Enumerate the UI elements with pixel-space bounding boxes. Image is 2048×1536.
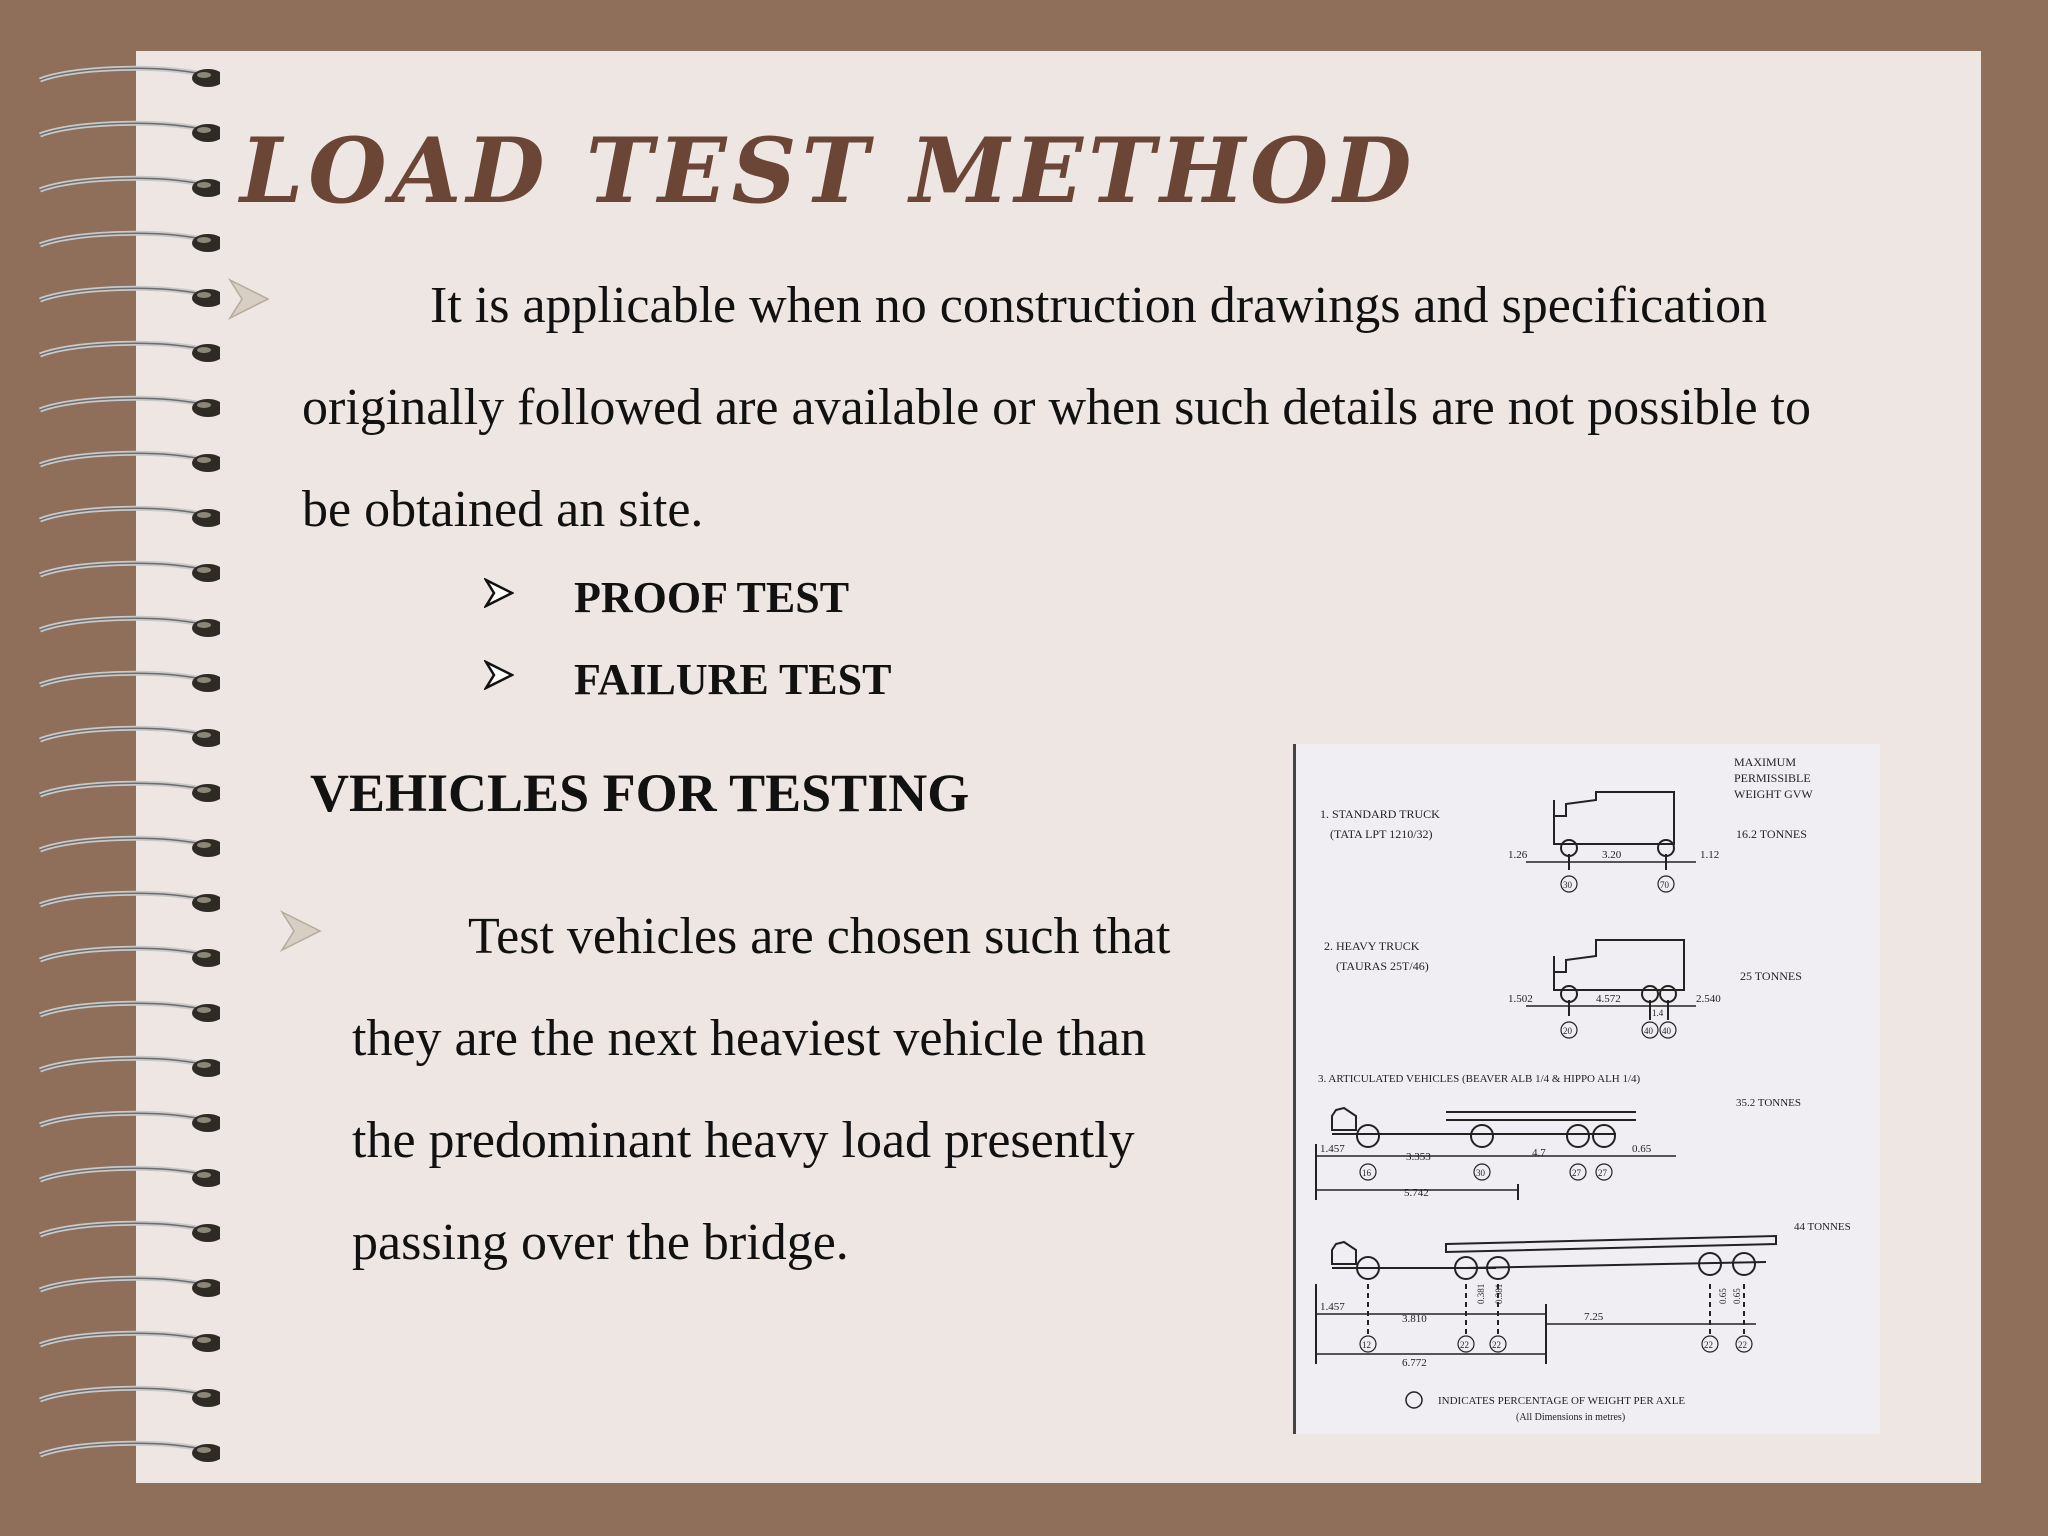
- truck4-load: 22: [1704, 1340, 1713, 1350]
- spiral-coil-icon: [30, 280, 220, 314]
- truck1-load: 30: [1563, 880, 1572, 890]
- spiral-coil-icon: [30, 390, 220, 424]
- truck3-drawing: [1316, 1108, 1676, 1200]
- header-line: MAXIMUM: [1734, 755, 1797, 769]
- truck2-dim: 4.572: [1596, 993, 1621, 1005]
- arrow-bullet-icon: [280, 910, 322, 952]
- paragraph-line: It is applicable when no construction drawings and specification: [430, 277, 1768, 334]
- paragraph-line: the predominant heavy load presently: [352, 1112, 1135, 1169]
- truck4-load: 22: [1492, 1340, 1501, 1350]
- spiral-coil-icon: [30, 1050, 220, 1084]
- vehicle-diagram: [1296, 744, 1880, 1434]
- header-line: PERMISSIBLE: [1734, 771, 1811, 785]
- spiral-coil-icon: [30, 1105, 220, 1139]
- truck3-load: 16: [1362, 1168, 1371, 1178]
- paragraph-line: Test vehicles are chosen such that: [468, 908, 1171, 965]
- truck4-dim: 0.381: [1494, 1283, 1504, 1304]
- truck3-dim: 5.742: [1404, 1187, 1429, 1199]
- truck3-dim: 4.7: [1532, 1147, 1546, 1159]
- truck2-model: (TAURAS 25T/46): [1336, 959, 1429, 973]
- arrow-bullet-icon: [228, 278, 270, 320]
- truck1-model: (TATA LPT 1210/32): [1330, 827, 1433, 841]
- truck1-load: 70: [1660, 880, 1669, 890]
- spiral-coil-icon: [30, 1380, 220, 1414]
- truck3-load: 30: [1476, 1168, 1485, 1178]
- arrow-bullet-icon: [484, 578, 514, 608]
- spiral-coil-icon: [30, 1325, 220, 1359]
- header-line: WEIGHT GVW: [1734, 787, 1813, 801]
- truck4-load: 22: [1460, 1340, 1469, 1350]
- truck1-dim: 1.26: [1508, 849, 1528, 861]
- spiral-coil-icon: [30, 610, 220, 644]
- paragraph-line: they are the next heaviest vehicle than: [352, 1010, 1147, 1067]
- truck2-load: 20: [1563, 1026, 1572, 1036]
- truck2-load: 40: [1662, 1026, 1671, 1036]
- truck4-dim: 7.25: [1584, 1311, 1604, 1323]
- paragraph-test-vehicles: [352, 886, 1170, 1294]
- truck2-dim: 1.502: [1508, 993, 1533, 1005]
- spiral-coil-icon: [30, 1435, 220, 1469]
- spiral-coil-icon: [30, 1215, 220, 1249]
- spiral-coil-icon: [30, 335, 220, 369]
- truck3-dim: 3.353: [1406, 1151, 1431, 1163]
- spiral-coil-icon: [30, 170, 220, 204]
- legend-note: (All Dimensions in metres): [1516, 1412, 1626, 1423]
- test-vehicles-figure: [1293, 744, 1880, 1434]
- truck4-weight: 44 TONNES: [1794, 1221, 1851, 1233]
- spiral-coil-icon: [30, 500, 220, 534]
- failure-test-item: FAILURE TEST: [574, 655, 892, 704]
- truck3-load: 27: [1598, 1168, 1607, 1178]
- arrow-bullet-icon: [484, 660, 514, 690]
- spiral-coil-icon: [30, 555, 220, 589]
- truck4-dim: 6.772: [1402, 1357, 1427, 1369]
- truck4-load: 12: [1362, 1340, 1371, 1350]
- truck1-weight: 16.2 TONNES: [1736, 827, 1807, 841]
- legend-circle-icon: [1406, 1392, 1422, 1408]
- truck1-dim: 3.20: [1602, 849, 1622, 861]
- paragraph-line: be obtained an site.: [302, 481, 704, 538]
- truck1-name: 1. STANDARD TRUCK: [1320, 807, 1440, 821]
- spiral-coil-icon: [30, 445, 220, 479]
- paragraph-line: originally followed are available or when such details are not possible to: [302, 379, 1811, 436]
- truck2-load: 40: [1644, 1026, 1653, 1036]
- truck2-name: 2. HEAVY TRUCK: [1324, 939, 1420, 953]
- truck3-name: 3. ARTICULATED VEHICLES (BEAVER ALB 1/4 & HIPPO ALH 1/4): [1318, 1073, 1641, 1085]
- spiral-coil-icon: [30, 995, 220, 1029]
- truck4-dim: 0.65: [1718, 1288, 1728, 1304]
- spiral-coil-icon: [30, 775, 220, 809]
- truck4-dim: 3.810: [1402, 1313, 1427, 1325]
- spiral-coil-icon: [30, 885, 220, 919]
- truck2-dim: 2.540: [1696, 993, 1721, 1005]
- truck2-dim: 1.4: [1652, 1008, 1664, 1018]
- legend-text: INDICATES PERCENTAGE OF WEIGHT PER AXLE: [1438, 1395, 1686, 1407]
- truck4-load: 22: [1738, 1340, 1747, 1350]
- slide-title: LOAD TEST METHOD: [240, 118, 1417, 224]
- truck3-load: 27: [1572, 1168, 1581, 1178]
- spiral-coil-icon: [30, 60, 220, 94]
- spiral-coil-icon: [30, 1270, 220, 1304]
- truck4-dim: 0.65: [1732, 1288, 1742, 1304]
- truck3-weight: 35.2 TONNES: [1736, 1097, 1801, 1109]
- truck3-dim: 1.457: [1320, 1143, 1345, 1155]
- truck3-dim: 0.65: [1632, 1143, 1652, 1155]
- truck2-weight: 25 TONNES: [1740, 969, 1802, 983]
- spiral-coil-icon: [30, 225, 220, 259]
- truck4-dim: 0.381: [1476, 1283, 1486, 1304]
- paragraph-applicability: [302, 255, 1811, 561]
- truck1-dim: 1.12: [1700, 849, 1720, 861]
- spiral-coil-icon: [30, 115, 220, 149]
- truck2-drawing: [1526, 940, 1696, 1038]
- paragraph-line: passing over the bridge.: [352, 1214, 849, 1271]
- truck4-dim: 1.457: [1320, 1301, 1345, 1313]
- spiral-coil-icon: [30, 940, 220, 974]
- spiral-coil-icon: [30, 720, 220, 754]
- spiral-coil-icon: [30, 665, 220, 699]
- proof-test-item: PROOF TEST: [574, 573, 850, 622]
- spiral-coil-icon: [30, 830, 220, 864]
- vehicles-heading: VEHICLES FOR TESTING: [310, 763, 970, 823]
- truck1-drawing: [1526, 792, 1696, 892]
- spiral-coil-icon: [30, 1160, 220, 1194]
